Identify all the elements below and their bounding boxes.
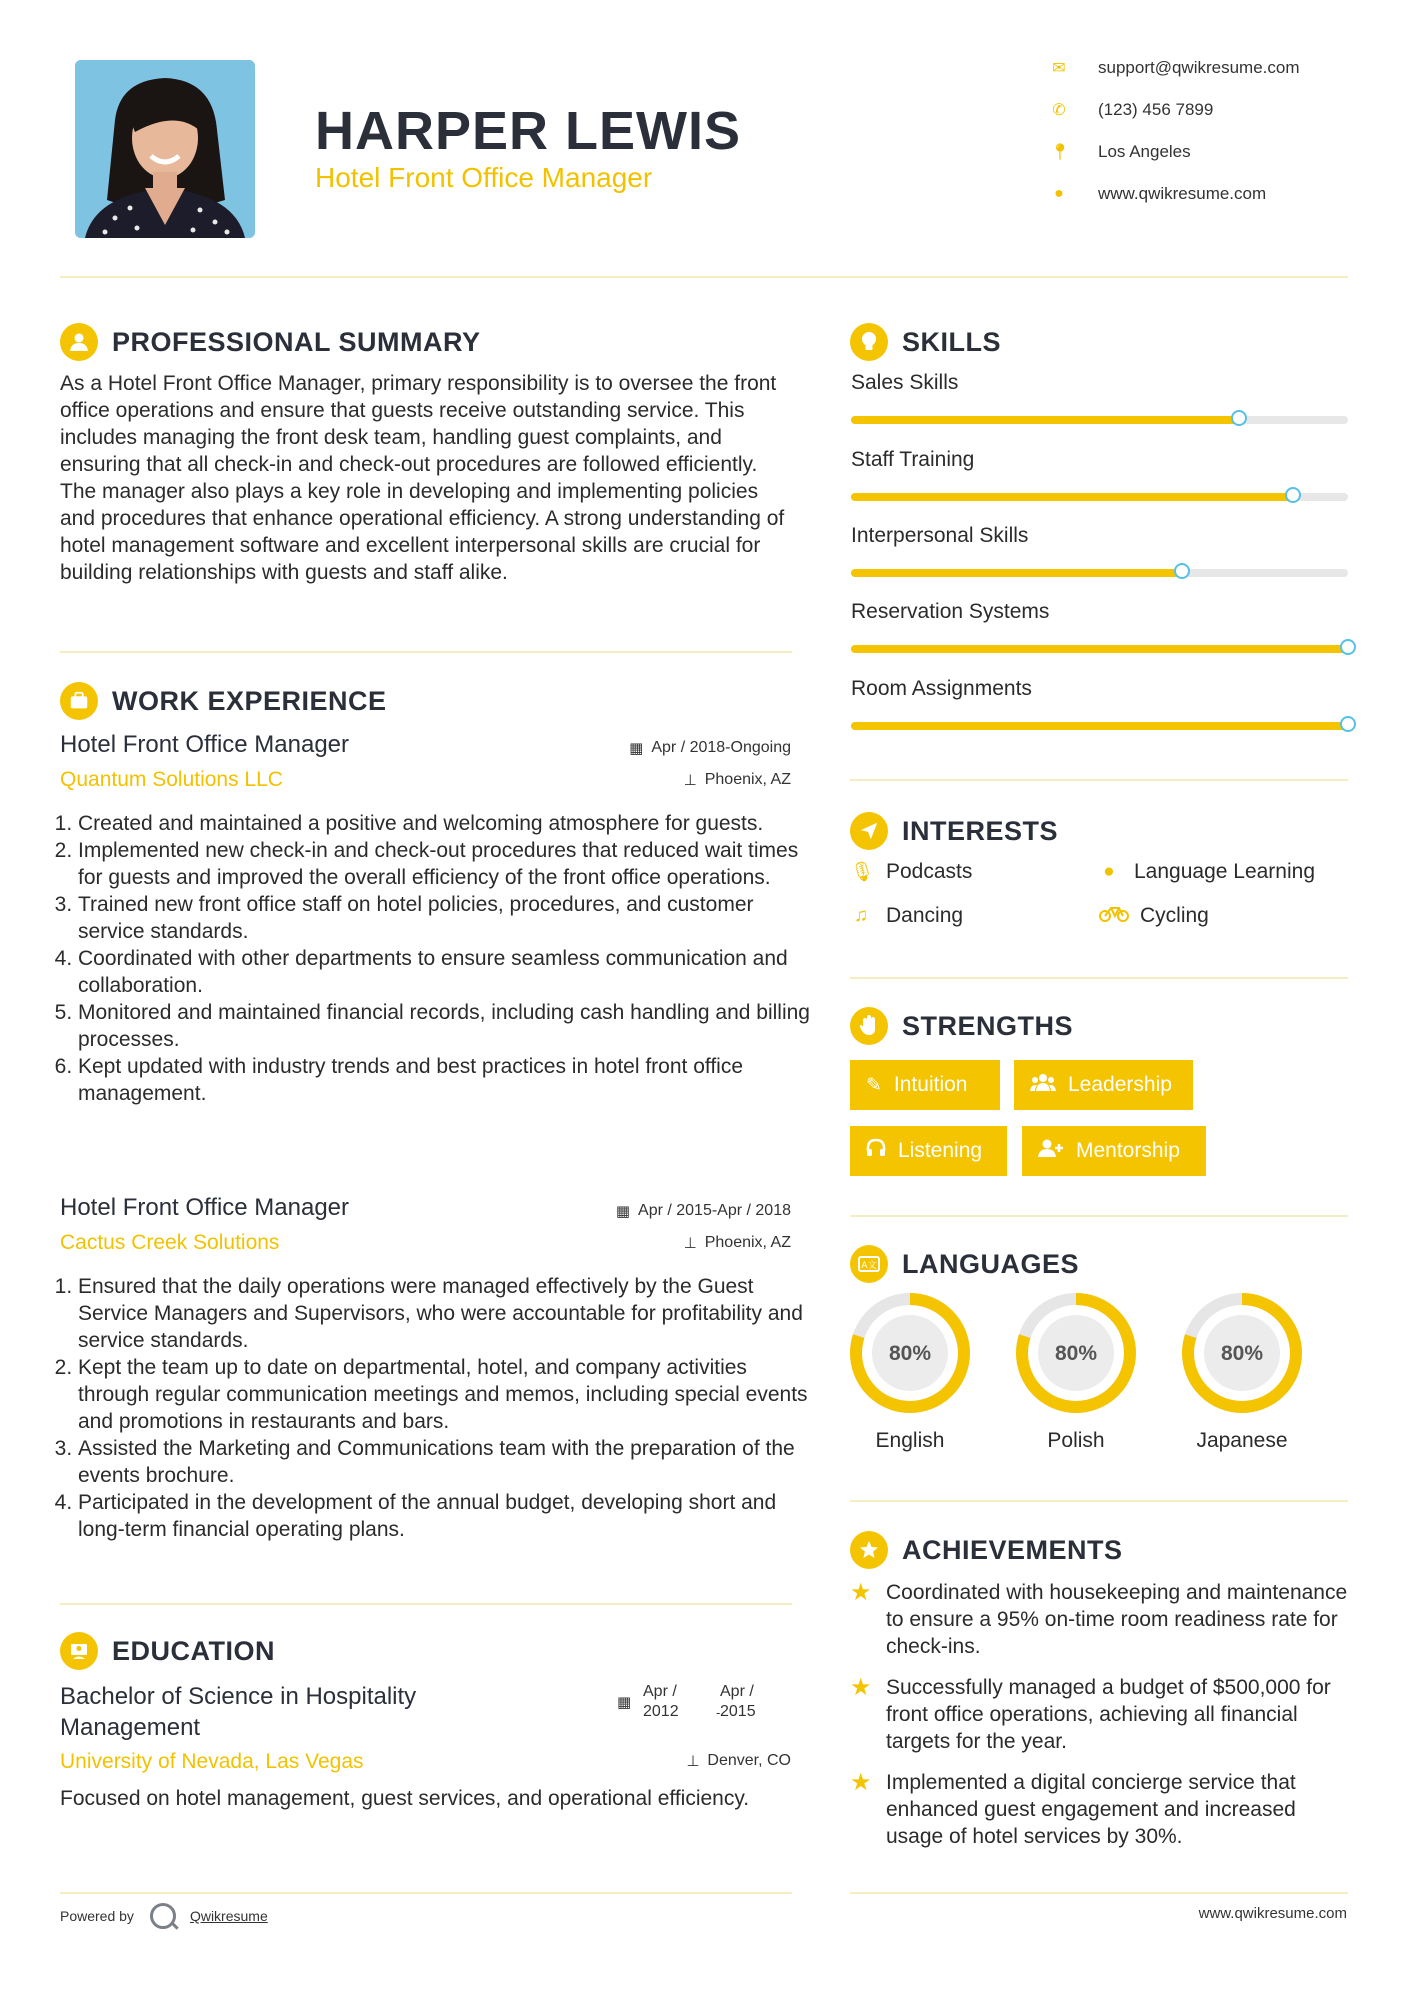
skill-bar-knob[interactable] — [1285, 487, 1301, 503]
star-icon: ★ — [850, 1769, 872, 1796]
languages-heading: A文 LANGUAGES — [850, 1245, 1079, 1283]
list-item: 2. Kept the team up to date on departmental, hotel, and company activities through regular communication meetings and memos, including special events and promotions in restaurants and bars. — [78, 1354, 813, 1435]
skill-bar — [851, 722, 1348, 730]
skill-bar-fill — [851, 493, 1293, 501]
users-icon — [1030, 1072, 1056, 1098]
skill-bar-knob[interactable] — [1174, 563, 1190, 579]
job-2-bullets — [60, 1273, 813, 1543]
summary-text: As a Hotel Front Office Manager, primary responsibility is to oversee the front office operations and ensure that guests receive outstanding service. This includes managing the front desk team, handling guest complaints, and ensuring that all check-in and check-out procedures are followed efficiently. The manager also plays a key role in developing and implementing policies and procedures that enhance operational efficiency. A strong understanding of hotel management software and excellent interpersonal skills are crucial for building relationships with guests and staff alike. — [60, 372, 785, 584]
bicycle-icon — [1098, 904, 1130, 928]
list-item: 6. Kept updated with industry trends and best practices in hotel front office management. — [78, 1053, 813, 1107]
language-name: English — [875, 1429, 945, 1452]
user-icon — [60, 323, 98, 361]
skill-label: Interpersonal Skills — [851, 524, 1029, 547]
contact-location-text: Los Angeles — [1098, 142, 1191, 161]
interest-item: ● Language Learning — [1098, 860, 1315, 884]
list-item: 4. Coordinated with other departments to ensure seamless communication and collaboration. — [78, 945, 813, 999]
svg-text:A文: A文 — [861, 1261, 877, 1271]
interest-item: Cycling — [1098, 904, 1209, 928]
phone-icon: ✆ — [1052, 102, 1066, 119]
skill-bar — [851, 416, 1348, 424]
education-description: Focused on hotel management, guest services, and operational efficiency. — [60, 1787, 750, 1810]
profile-photo — [75, 60, 255, 238]
music-note-icon: ♫ — [853, 905, 869, 926]
job-2-title: Hotel Front Office Manager — [60, 1194, 350, 1221]
contact-phone-text: (123) 456 7899 — [1098, 100, 1214, 119]
strength-chip: Mentorship — [1022, 1126, 1206, 1176]
job-2-date: ▦ Apr / 2015-Apr / 2018 — [615, 1202, 791, 1220]
skill-bar-fill — [851, 569, 1182, 577]
contact-location — [1050, 142, 1191, 162]
pushpin-icon: ⊥ — [683, 1235, 697, 1252]
footer-website[interactable]: www.qwikresume.com — [1198, 1905, 1347, 1922]
footer-brand-link[interactable]: Qwikresume — [189, 1908, 268, 1924]
globe-icon: ● — [1103, 861, 1115, 882]
job-1-location: ⊥ Phoenix, AZ — [683, 771, 791, 789]
education-date: ▦ Apr / 2012 - Apr / 2015 — [617, 1683, 756, 1720]
contact-email[interactable] — [1050, 58, 1300, 78]
strength-chip: ✎ Intuition — [850, 1060, 1000, 1110]
translate-icon — [850, 1245, 888, 1283]
job-1-title: Hotel Front Office Manager — [60, 731, 350, 758]
job-1-bullets — [60, 810, 813, 1107]
contact-phone[interactable] — [1050, 100, 1213, 120]
skill-bar-knob[interactable] — [1340, 716, 1356, 732]
languages-divider — [850, 1500, 1348, 1502]
skill-bar-fill — [851, 645, 1348, 653]
microphone-icon: 🎙︎ — [850, 862, 875, 883]
calendar-icon: ▦ — [617, 1694, 632, 1711]
contact-website[interactable] — [1050, 184, 1266, 204]
job-2-company: Cactus Creek Solutions — [60, 1231, 280, 1254]
language-name: Polish — [1047, 1429, 1105, 1452]
star-badge-icon — [850, 1531, 888, 1569]
achievements-heading: ACHIEVEMENTS — [850, 1531, 1123, 1569]
education-heading: EDUCATION — [60, 1632, 275, 1670]
qwikresume-logo-icon — [150, 1903, 176, 1929]
interests-heading: INTERESTS — [850, 812, 1058, 850]
globe-icon: ● — [1054, 185, 1064, 202]
job-1-company: Quantum Solutions LLC — [60, 768, 283, 791]
strengths-heading: STRENGTHS — [850, 1007, 1073, 1045]
skill-bar-knob[interactable] — [1340, 639, 1356, 655]
briefcase-icon — [60, 682, 98, 720]
achievement-item: ★ Successfully managed a budget of $500,000 for front office operations, achieving all financial targets for the year. — [850, 1674, 1331, 1753]
summary-heading: PROFESSIONAL SUMMARY — [60, 323, 481, 361]
experience-divider — [60, 1603, 792, 1605]
achievement-item: ★ Coordinated with housekeeping and maintenance to ensure a 95% on-time room readiness rate for check-ins. — [850, 1579, 1348, 1658]
header-divider — [60, 276, 1348, 278]
summary-divider — [60, 651, 792, 653]
list-item: 3. Assisted the Marketing and Communications team with the preparation of the events brochure. — [78, 1435, 813, 1489]
skills-divider — [850, 779, 1348, 781]
calendar-icon: ▦ — [629, 740, 644, 757]
calendar-icon: ▦ — [615, 1203, 631, 1220]
star-icon: ★ — [850, 1674, 872, 1701]
skill-bar — [851, 569, 1348, 577]
experience-heading: WORK EXPERIENCE — [60, 682, 387, 720]
language-ring — [1015, 1292, 1137, 1414]
language-percent: 80% — [888, 1342, 932, 1365]
skill-bar-knob[interactable] — [1231, 410, 1247, 426]
list-item: 1. Created and maintained a positive and welcoming atmosphere for guests. — [78, 810, 813, 837]
skill-label: Reservation Systems — [851, 600, 1050, 623]
footer-powered-by: Powered by Qwikresume — [60, 1903, 268, 1929]
skill-bar-fill — [851, 722, 1348, 730]
pushpin-icon: ⊥ — [683, 772, 697, 789]
interest-item: ♫ Dancing — [850, 904, 963, 928]
candidate-name: HARPER LEWIS — [315, 101, 742, 161]
pushpin-icon: ⊥ — [686, 1753, 700, 1770]
job-1-date: ▦ Apr / 2018-Ongoing — [629, 739, 791, 757]
contact-website-text: www.qwikresume.com — [1098, 184, 1267, 203]
skill-label: Sales Skills — [851, 371, 959, 394]
degree-title: Bachelor of Science in Hospitality Management — [60, 1683, 417, 1741]
graduation-icon — [60, 1632, 98, 1670]
skill-label: Staff Training — [851, 448, 975, 471]
candidate-title: Hotel Front Office Manager — [315, 162, 653, 193]
job-2-location: ⊥ Phoenix, AZ — [683, 1234, 791, 1252]
interest-item: 🎙︎ Podcasts — [850, 860, 973, 883]
lightbulb-icon — [850, 323, 888, 361]
skill-bar-fill — [851, 416, 1239, 424]
achievements-divider — [850, 1892, 1348, 1894]
interests-divider — [850, 977, 1348, 979]
paper-plane-icon — [850, 812, 888, 850]
envelope-icon: ✉ — [1052, 60, 1066, 77]
list-item: 4. Participated in the development of the annual budget, developing short and long-term financial operating plans. — [78, 1489, 813, 1543]
contact-email-text: support@qwikresume.com — [1098, 58, 1300, 77]
strength-chip: Listening — [850, 1126, 1007, 1176]
list-item: 3. Trained new front office staff on hotel policies, procedures, and customer service standards. — [78, 891, 813, 945]
list-item: 1. Ensured that the daily operations were managed effectively by the Guest Service Managers and Supervisors, who were accountable for profitability and service standards. — [78, 1273, 813, 1354]
strengths-divider — [850, 1215, 1348, 1217]
achievement-item: ★ Implemented a digital concierge service that enhanced guest engagement and increased usage of hotel services by 30%. — [850, 1769, 1296, 1848]
education-divider — [60, 1892, 792, 1894]
skill-label: Room Assignments — [851, 677, 1032, 700]
list-item: 5. Monitored and maintained financial records, including cash handling and billing processes. — [78, 999, 813, 1053]
skills-heading: SKILLS — [850, 323, 1001, 361]
list-item: 2. Implemented new check-in and check-out procedures that reduced wait times for guests and improved the overall efficiency of the front office operations. — [78, 837, 813, 891]
magic-wand-icon: ✎ — [866, 1074, 882, 1096]
education-location: ⊥ Denver, CO — [686, 1752, 791, 1770]
language-name: Japanese — [1196, 1429, 1288, 1452]
skill-bar — [851, 493, 1348, 501]
strength-chip: Leadership — [1014, 1060, 1193, 1110]
language-ring — [849, 1292, 971, 1414]
language-percent: 80% — [1054, 1342, 1098, 1365]
map-pin-icon: 📍︎ — [1050, 144, 1071, 161]
headphones-icon — [866, 1138, 886, 1164]
star-icon: ★ — [850, 1579, 872, 1606]
language-ring — [1181, 1292, 1303, 1414]
user-plus-icon — [1038, 1138, 1064, 1164]
skill-bar — [851, 645, 1348, 653]
hand-icon — [850, 1007, 888, 1045]
language-percent: 80% — [1220, 1342, 1264, 1365]
school-name: University of Nevada, Las Vegas — [60, 1750, 364, 1773]
